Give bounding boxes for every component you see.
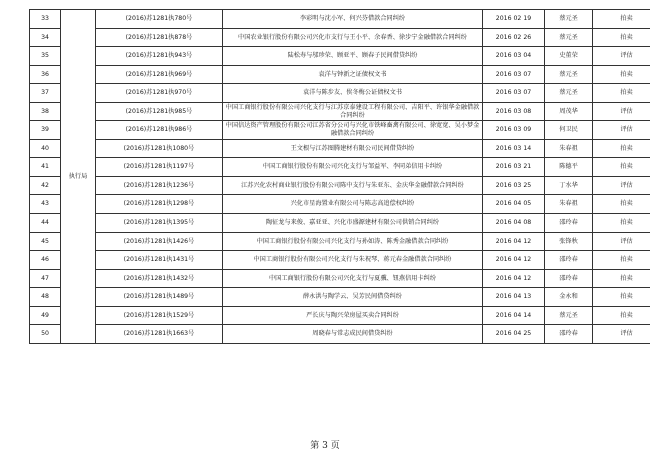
disposal-method: 评估 [593, 176, 650, 195]
case-title: 兴化市星海置业有限公司与陈志高追偿权纠纷 [223, 195, 483, 214]
case-number: (2016)苏1281执780号 [96, 10, 223, 29]
disposal-method: 拍卖 [593, 269, 650, 288]
judge-name: 邵玲春 [545, 325, 593, 344]
judge-name: 邵玲春 [545, 269, 593, 288]
judge-name: 张锋秋 [545, 232, 593, 251]
case-date: 2016 04 13 [483, 288, 545, 307]
case-title: 中国农业银行股份有限公司兴化市支行与王小平、余春香、徐步宁金融借款合同纠纷 [223, 28, 483, 47]
case-number: (2016)苏1281执1432号 [96, 269, 223, 288]
row-number: 43 [30, 195, 61, 214]
table-row [30, 232, 650, 251]
case-date: 2016 04 12 [483, 251, 545, 270]
case-number: (2016)苏1281执1298号 [96, 195, 223, 214]
row-number: 34 [30, 28, 61, 47]
case-date: 2016 04 14 [483, 306, 545, 325]
disposal-method: 评估 [593, 102, 650, 121]
judge-name: 丁水华 [545, 176, 593, 195]
judge-name: 朱春祖 [545, 139, 593, 158]
row-number: 36 [30, 65, 61, 84]
case-date: 2016 03 04 [483, 47, 545, 66]
disposal-method: 拍卖 [593, 65, 650, 84]
case-number: (2016)苏1281执1395号 [96, 214, 223, 233]
judge-name: 蔡元圣 [545, 306, 593, 325]
judge-name: 蔡元圣 [545, 65, 593, 84]
case-table-body [30, 10, 650, 344]
table-row [30, 84, 650, 103]
case-number: (2016)苏1281执1080号 [96, 139, 223, 158]
table-row [30, 10, 650, 29]
row-number: 41 [30, 158, 61, 177]
case-number: (2016)苏1281执943号 [96, 47, 223, 66]
table-row [30, 251, 650, 270]
case-title: 中国工商银行股份有限公司兴化支行与邹益军、李同弟信用卡纠纷 [223, 158, 483, 177]
case-date: 2016 04 12 [483, 269, 545, 288]
row-number: 39 [30, 121, 61, 140]
case-table [29, 9, 650, 344]
disposal-method: 拍卖 [593, 139, 650, 158]
table-row [30, 269, 650, 288]
case-date: 2016 03 14 [483, 139, 545, 158]
judge-name: 何卫民 [545, 121, 593, 140]
disposal-method: 拍卖 [593, 84, 650, 103]
page-number: 第 3 页 [310, 441, 340, 451]
table-row [30, 121, 650, 140]
case-title: 王文根与江苏图腾建材有限公司民间借贷纠纷 [223, 139, 483, 158]
case-title: 陶征龙与来俊、嘉亚亚、兴化市盛源建材有限公司供销合同纠纷 [223, 214, 483, 233]
case-number: (2016)苏1281执1489号 [96, 288, 223, 307]
table-row [30, 139, 650, 158]
table-row [30, 28, 650, 47]
case-date: 2016 03 09 [483, 121, 545, 140]
judge-name: 金永和 [545, 288, 593, 307]
judge-name: 邵玲春 [545, 214, 593, 233]
judge-name: 邵玲春 [545, 251, 593, 270]
row-number: 42 [30, 176, 61, 195]
case-title: 中国工商银行股份有限公司兴化支行与朱祝琴、蒋元春金融借款合同纠纷 [223, 251, 483, 270]
case-number: (2016)苏1281执1426号 [96, 232, 223, 251]
case-number: (2016)苏1281执1236号 [96, 176, 223, 195]
table-row [30, 325, 650, 344]
case-title: 袁洋与陈步友、俟冬梅公证债权文书 [223, 84, 483, 103]
case-title: 中国工商银行股份有限公司兴化支行与江苏京泰建设工程有限公司、吉阳平、许银华金融借款合同纠纷 [223, 102, 483, 121]
judge-name: 史董荣 [545, 47, 593, 66]
disposal-method: 拍卖 [593, 251, 650, 270]
table-row [30, 47, 650, 66]
case-date: 2016 04 05 [483, 195, 545, 214]
case-number: (2016)苏1281执1529号 [96, 306, 223, 325]
case-title: 陆松寿与邬珍荣、顾亚平、顾春子民间借贷纠纷 [223, 47, 483, 66]
table-row [30, 306, 650, 325]
case-number: (2016)苏1281执986号 [96, 121, 223, 140]
disposal-method: 拍卖 [593, 306, 650, 325]
judge-name: 蔡元圣 [545, 10, 593, 29]
row-number: 33 [30, 10, 61, 29]
disposal-method: 评估 [593, 121, 650, 140]
case-date: 2016 02 26 [483, 28, 545, 47]
table-row [30, 195, 650, 214]
case-number: (2016)苏1281执1431号 [96, 251, 223, 270]
case-number: (2016)苏1281执1663号 [96, 325, 223, 344]
case-date: 2016 02 19 [483, 10, 545, 29]
case-date: 2016 04 08 [483, 214, 545, 233]
case-date: 2016 03 07 [483, 65, 545, 84]
disposal-method: 评估 [593, 47, 650, 66]
department-cell: 执行局 [61, 10, 96, 344]
case-title: 周晓春与常志成民间借贷纠纷 [223, 325, 483, 344]
disposal-method: 拍卖 [593, 10, 650, 29]
disposal-method: 拍卖 [593, 28, 650, 47]
case-date: 2016 03 25 [483, 176, 545, 195]
disposal-method: 评估 [593, 232, 650, 251]
case-number: (2016)苏1281执970号 [96, 84, 223, 103]
case-title: 江苏兴化农村商业银行股份有限公司陈中支行与朱亚东、金庆华金融借款合同纠纷 [223, 176, 483, 195]
case-date: 2016 03 08 [483, 102, 545, 121]
row-number: 40 [30, 139, 61, 158]
case-date: 2016 04 25 [483, 325, 545, 344]
case-title: 严长庆与陶兴荣房屋买卖合同纠纷 [223, 306, 483, 325]
table-row [30, 158, 650, 177]
row-number: 47 [30, 269, 61, 288]
row-number: 37 [30, 84, 61, 103]
case-title: 李彩明与沈小军、何兴芬借款合同纠纷 [223, 10, 483, 29]
disposal-method: 拍卖 [593, 158, 650, 177]
disposal-method: 拍卖 [593, 288, 650, 307]
judge-name: 蔡元圣 [545, 84, 593, 103]
row-number: 35 [30, 47, 61, 66]
case-date: 2016 03 07 [483, 84, 545, 103]
row-number: 46 [30, 251, 61, 270]
judge-name: 陈德平 [545, 158, 593, 177]
row-number: 49 [30, 306, 61, 325]
case-number: (2016)苏1281执969号 [96, 65, 223, 84]
case-title: 薛永洪与陶学云、吴芳民间借贷纠纷 [223, 288, 483, 307]
case-date: 2016 04 12 [483, 232, 545, 251]
case-title: 中国工商银行股份有限公司兴化支行与孙如涛、陈秀金融借款合同纠纷 [223, 232, 483, 251]
row-number: 44 [30, 214, 61, 233]
disposal-method: 评估 [593, 325, 650, 344]
case-title: 中国工商银行股份有限公司兴化支行与夏骥、钮燕信用卡纠纷 [223, 269, 483, 288]
case-number: (2016)苏1281执985号 [96, 102, 223, 121]
case-date: 2016 03 21 [483, 158, 545, 177]
disposal-method: 拍卖 [593, 214, 650, 233]
row-number: 50 [30, 325, 61, 344]
row-number: 48 [30, 288, 61, 307]
case-number: (2016)苏1281执878号 [96, 28, 223, 47]
table-row [30, 288, 650, 307]
case-title: 中国信达资产管理股份有限公司江苏省分公司与兴化市铁峰畜禽有限公司、徐宽宽、吴小梦金融借款合同纠纷 [223, 121, 483, 140]
judge-name: 蔡元圣 [545, 28, 593, 47]
row-number: 38 [30, 102, 61, 121]
disposal-method: 拍卖 [593, 195, 650, 214]
judge-name: 朱春祖 [545, 195, 593, 214]
table-row [30, 176, 650, 195]
table-row [30, 102, 650, 121]
case-title: 袁洋与钟新之证债权文书 [223, 65, 483, 84]
case-number: (2016)苏1281执1197号 [96, 158, 223, 177]
row-number: 45 [30, 232, 61, 251]
judge-name: 周茂华 [545, 102, 593, 121]
table-row [30, 214, 650, 233]
table-row [30, 65, 650, 84]
